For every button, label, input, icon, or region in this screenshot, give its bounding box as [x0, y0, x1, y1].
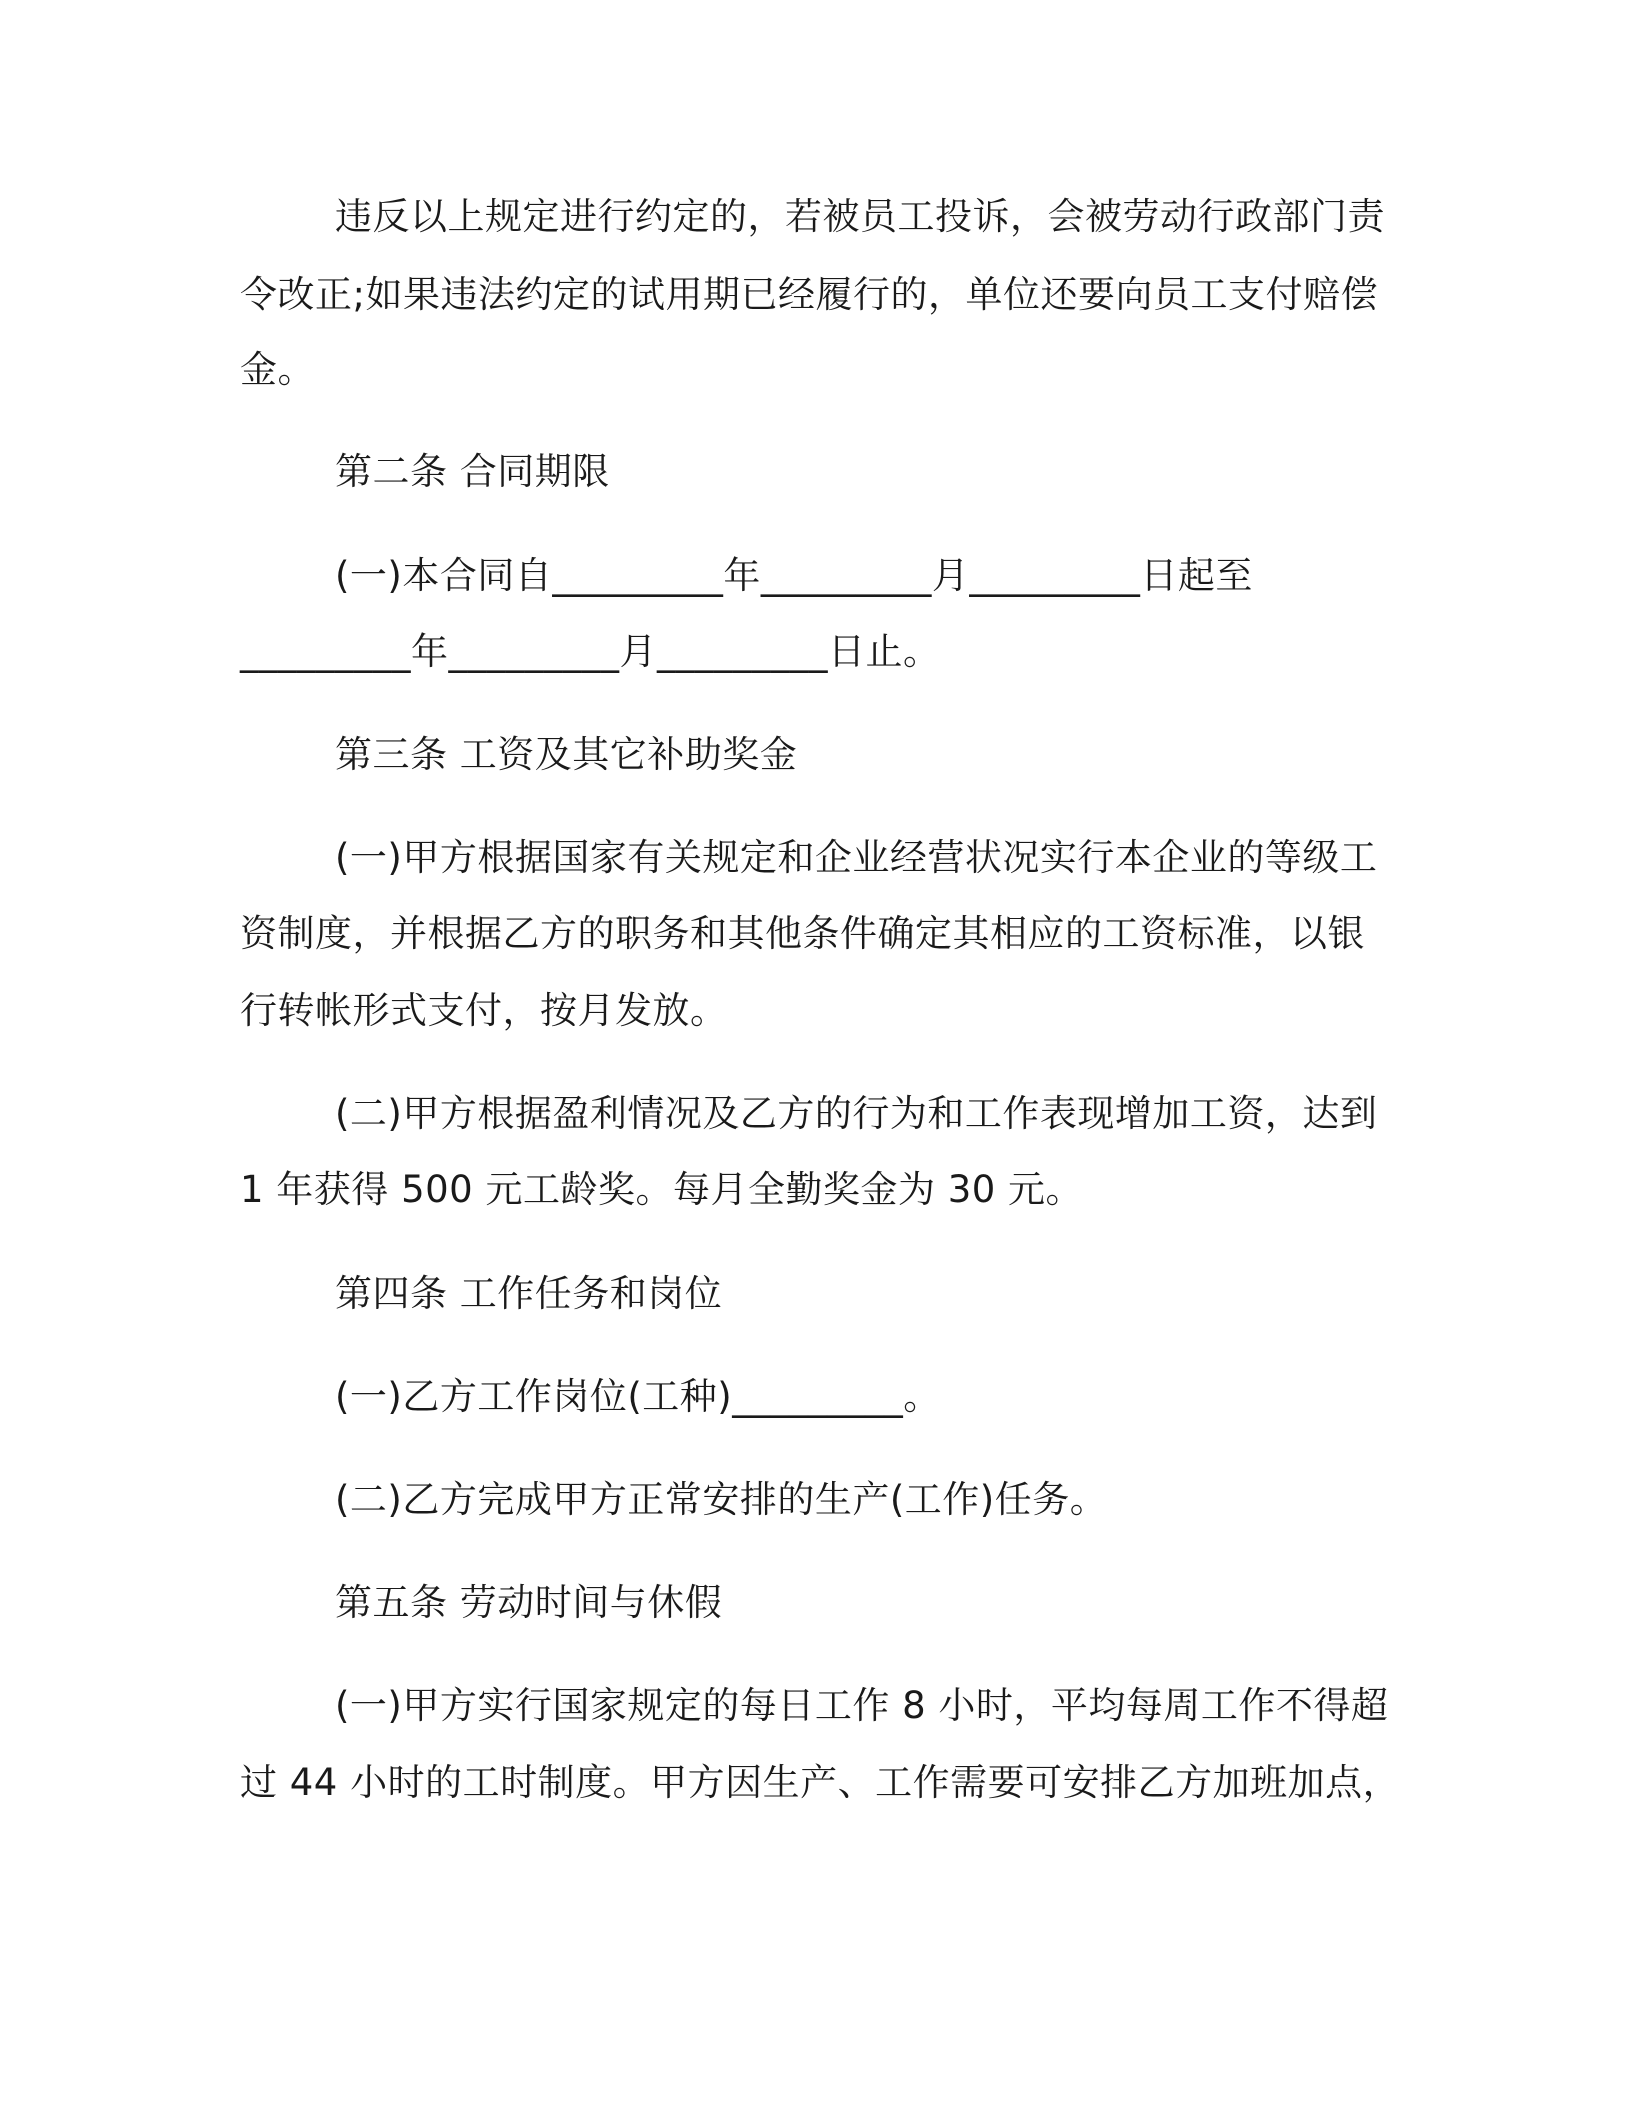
paragraph-line: (一)甲方根据国家有关规定和企业经营状况实行本企业的等级工 [335, 836, 1378, 879]
section-heading: 第二条 合同期限 [335, 450, 610, 493]
paragraph-line: 过 44 小时的工时制度。甲方因生产、工作需要可安排乙方加班加点， [240, 1761, 1401, 1804]
paragraph-line: (二)乙方完成甲方正常安排的生产(工作)任务。 [335, 1478, 1108, 1521]
paragraph-line: (一)本合同自_________年_________月_________日起至 [335, 554, 1253, 597]
paragraph-line: (一)甲方实行国家规定的每日工作 8 小时，平均每周工作不得超 [335, 1684, 1389, 1727]
paragraph-line: 资制度，并根据乙方的职务和其他条件确定其相应的工资标准，以银 [240, 912, 1365, 955]
paragraph-line: 行转帐形式支付，按月发放。 [240, 989, 728, 1032]
paragraph-line: (一)乙方工作岗位(工种)_________。 [335, 1375, 941, 1418]
paragraph-line: 1 年获得 500 元工龄奖。每月全勤奖金为 30 元。 [240, 1168, 1084, 1211]
section-heading: 第三条 工资及其它补助奖金 [335, 733, 798, 776]
paragraph-line: 金。 [240, 348, 315, 391]
paragraph-line: (二)甲方根据盈利情况及乙方的行为和工作表现增加工资，达到 [335, 1092, 1378, 1135]
paragraph-line: 违反以上规定进行约定的，若被员工投诉，会被劳动行政部门责 [335, 195, 1385, 238]
section-heading: 第四条 工作任务和岗位 [335, 1272, 723, 1315]
section-heading: 第五条 劳动时间与休假 [335, 1581, 723, 1624]
paragraph-line: _________年_________月_________日止。 [240, 630, 941, 673]
paragraph-line: 令改正;如果违法约定的试用期已经履行的，单位还要向员工支付赔偿 [240, 273, 1378, 316]
